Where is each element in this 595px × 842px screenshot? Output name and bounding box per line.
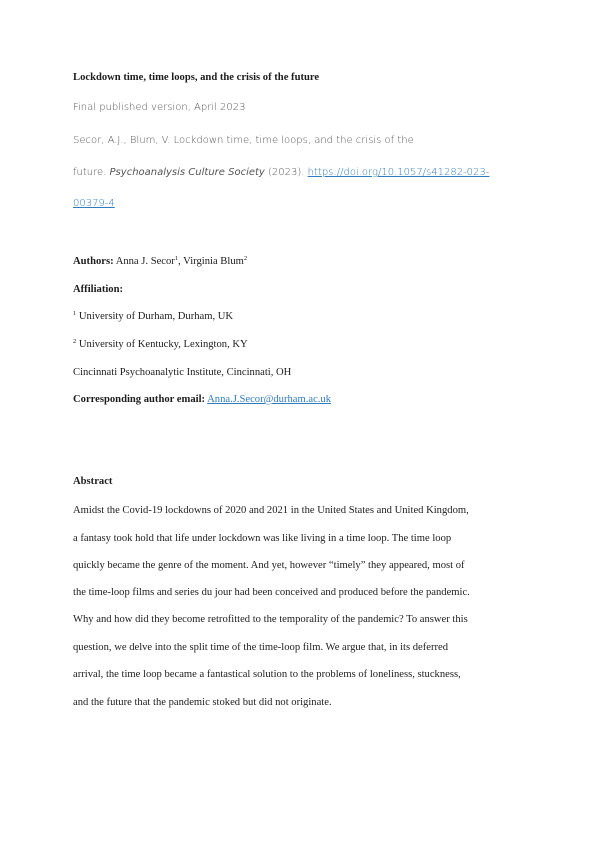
- abstract-heading: Abstract: [73, 476, 113, 487]
- affiliation-text: University of Durham, Durham, UK: [76, 311, 234, 322]
- affiliation-text: University of Kentucky, Lexington, KY: [76, 339, 248, 350]
- email-link[interactable]: Anna.J.Secor@durham.ac.uk: [207, 394, 332, 405]
- abstract-line: Why and how did they become retrofitted to the temporality of the pandemic? To answer this: [73, 614, 468, 625]
- paper-title: Lockdown time, time loops, and the crisis of the future: [73, 72, 320, 83]
- abstract-line: arrival, the time loop became a fantastical solution to the problems of loneliness, stuckness,: [73, 669, 461, 680]
- affiliation-sup: 1: [73, 310, 77, 317]
- citation-line-2: [73, 167, 489, 178]
- doi-link[interactable]: https://doi.org/10.1057/s41282-023-: [307, 167, 490, 178]
- version-note: Final published version, April 2023: [73, 102, 246, 113]
- abstract-line: Amidst the Covid-19 lockdowns of 2020 and 2021 in the United States and United Kingdom,: [73, 505, 469, 516]
- abstract-line: quickly became the genre of the moment. And yet, however “timely” they appeared, most of: [73, 560, 465, 571]
- abstract-line: a fantasy took hold that life under lockdown was like living in a time loop. The time loop: [73, 533, 452, 544]
- affiliation-sup: 2: [73, 338, 77, 345]
- doi-link-continued[interactable]: 00379-4: [73, 198, 115, 209]
- citation-line-1: Secor, A.J., Blum, V. Lockdown time, time loops, and the crisis of the: [73, 135, 414, 146]
- journal-name: Psychoanalysis Culture Society: [109, 167, 265, 178]
- abstract-line: and the future that the pandemic stoked but did not originate.: [73, 697, 332, 708]
- affiliation-item: [73, 311, 233, 322]
- authors-line: [73, 256, 247, 267]
- citation-year: (2023).: [264, 167, 308, 178]
- citation-prefix: future.: [73, 167, 110, 178]
- authors-label: Authors:: [73, 256, 114, 267]
- corresponding-line: [73, 394, 331, 405]
- affiliation-item: [73, 339, 248, 350]
- abstract-line: the time-loop films and series du jour had been conceived and produced before the pandemic.: [73, 587, 470, 598]
- affiliation-label: Affiliation:: [73, 284, 124, 295]
- affiliation-text: Cincinnati Psychoanalytic Institute, Cincinnati, OH: [73, 367, 292, 378]
- author-2-sup: 2: [243, 255, 248, 262]
- citation-line-3: [73, 198, 115, 209]
- corresponding-label: Corresponding author email:: [73, 394, 206, 405]
- abstract-line: question, we delve into the split time of the time-loop film. We argue that, in its deferred: [73, 642, 449, 653]
- author-1-sup: 1: [174, 255, 179, 262]
- author-2: , Virginia Blum: [178, 256, 244, 267]
- author-1: Anna J. Secor: [113, 256, 175, 267]
- affiliation-item: [73, 367, 291, 378]
